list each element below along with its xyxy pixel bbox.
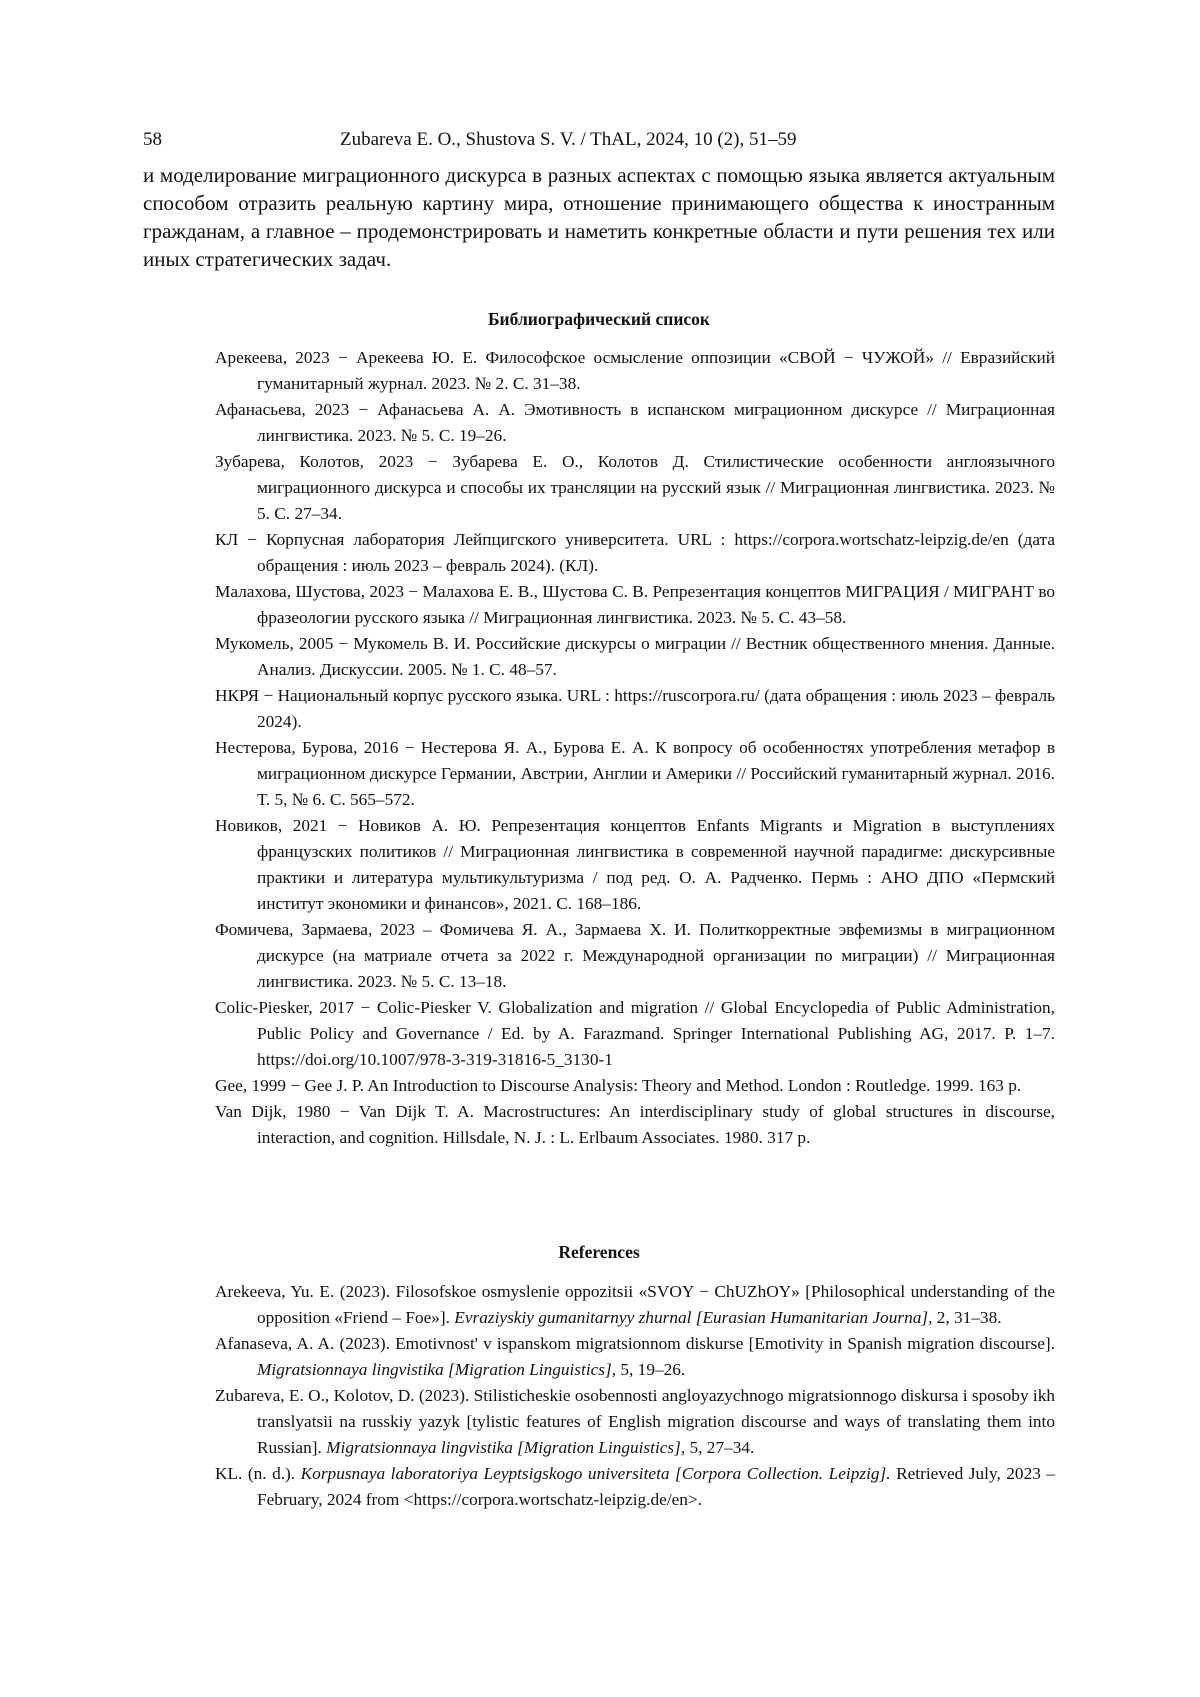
bibliography-heading: Библиографический список (487, 309, 710, 329)
reference-journal: Evraziyskiy gumanitarnyy zhurnal [Eurasian Humanitarian Journa], (454, 1308, 933, 1327)
reference-text: Arekeeva, Yu. E. (2023). Filosofskoe osmyslenie oppozitsii «SVOY − ChUZhOY» [Philosophical understanding of the opposition «Friend – Foe»]. (215, 1282, 1055, 1327)
reference-journal: Korpusnaya laboratoriya Leyptsigskogo universiteta [Corpora Collection. Leipzig]. (300, 1464, 891, 1483)
reference-details: Retrieved July, 2023 – February, 2024 from <https://corpora.wortschatz-leipzig.de/en>. (257, 1464, 1056, 1509)
references-heading: References (558, 1242, 640, 1262)
reference-journal: Migratsionnaya lingvistika [Migration Linguistics], (326, 1438, 686, 1457)
intro-paragraph: и моделирование миграционного дискурса в разных аспектах с помощью языка является актуальным способом отразить реальную картину мира, отношение принимающего общества к иностранным гражданам, а главное – продемонстрировать и наметить конкретные области и пути решения тех или иных стратегических задач. (143, 163, 1055, 271)
reference-details: 5, 19–26. (616, 1360, 686, 1379)
bibliography-entry: Мукомель, 2005 − Мукомель В. И. Российские дискурсы о миграции // Вестник общественного мнения. Данные. Анализ. Дискуссии. 2005. № 1. С. 48–57. (215, 634, 1055, 679)
reference-text: Zubareva, E. O., Kolotov, D. (2023). Stilisticheskie osobennosti angloyazychnogo migratsionnogo diskursa i sposoby ikh translyatsii na russkiy yazyk [tylistic features of English migration discourse and ways of translating them into Russian]. (215, 1386, 1055, 1457)
page-number: 58 (143, 129, 162, 150)
reference-journal: Migratsionnaya lingvistika [Migration Linguistics], (257, 1360, 617, 1379)
reference-text: Afanaseva, A. A. (2023). Emotivnost' v ispanskom migratsionnom diskurse [Emotivity in Spanish migration discourse]. (215, 1334, 1055, 1353)
page-header (143, 126, 1055, 154)
references-list (215, 1279, 1055, 1513)
bibliography-entry: Зубарева, Колотов, 2023 − Зубарева Е. О., Колотов Д. Стилистические особенности англоязычного миграционного дискурса и способы их трансляции на русский язык // Миграционная лингвистика. 2023. № 5. С. 27–34. (215, 452, 1055, 523)
reference-details: 2, 31–38. (932, 1308, 1002, 1327)
bibliography-entry: Нестерова, Бурова, 2016 − Нестерова Я. А., Бурова Е. А. К вопросу об особенностях употребления метафор в миграционном дискурсе Германии, Австрии, Англии и Америки // Российский гуманитарный журнал. 2016. Т. 5, № 6. С. 565–572. (215, 738, 1055, 809)
reference-details: 5, 27–34. (685, 1438, 755, 1457)
bibliography-entry: Малахова, Шустова, 2023 − Малахова Е. В., Шустова С. В. Репрезентация концептов МИГРАЦИЯ / МИГРАНТ во фразеологии русского языка // Миграционная лингвистика. 2023. № 5. С. 43–58. (215, 582, 1055, 627)
bibliography-entry: Gee, 1999 − Gee J. P. An Introduction to Discourse Analysis: Theory and Method. London : Routledge. 1999. 163 p. (215, 1076, 1022, 1095)
bibliography-entry: Фомичева, Зармаева, 2023 – Фомичева Я. А., Зармаева Х. И. Политкорректные эвфемизмы в миграционном дискурсе (на матриале отчета за 2022 г. Международной организации по миграции) // Миграционная лингвистика. 2023. № 5. С. 13–18. (215, 920, 1055, 991)
reference-entry (215, 1383, 1055, 1461)
running-head: Zubareva E. O., Shustova S. V. / ThAL, 2024, 10 (2), 51–59 (340, 129, 797, 150)
bibliography-entry: Арекеева, 2023 − Арекеева Ю. Е. Философское осмысление оппозиции «СВОЙ − ЧУЖОЙ» // Евразийский гуманитарный журнал. 2023. № 2. С. 31–38. (215, 348, 1055, 393)
reference-entry (215, 1279, 1055, 1331)
bibliography-entry: НКРЯ − Национальный корпус русского языка. URL : https://ruscorpora.ru/ (дата обращения : июль 2023 – февраль 2024). (215, 686, 1055, 731)
reference-text: KL. (n. d.). (215, 1464, 301, 1483)
reference-entry (215, 1461, 1055, 1513)
reference-entry (215, 1331, 1055, 1383)
bibliography-entry: Новиков, 2021 − Новиков А. Ю. Репрезентация концептов Enfants Migrants и Migration в выступлениях французских политиков // Миграционная лингвистика в современной научной парадигме: дискурсивные практики и литература мультикультуризма / под ред. О. А. Радченко. Пермь : АНО ДПО «Пермский институт экономики и финансов», 2021. С. 168–186. (215, 816, 1055, 913)
bibliography-entry: Colic-Piesker, 2017 − Colic-Piesker V. Globalization and migration // Global Encyclopedia of Public Administration, Public Policy and Governance / Ed. by A. Farazmand. Springer International Publishing AG, 2017. P. 1–7. https://doi.org/10.1007/978-3-319-31816-5_3130-1 (215, 998, 1055, 1069)
bibliography-entry: КЛ − Корпусная лаборатория Лейпцигского университета. URL : https://corpora.wortschatz-leipzig.de/en (дата обращения : июль 2023 – февраль 2024). (КЛ). (215, 530, 1055, 575)
bibliography-list (215, 345, 1055, 1151)
bibliography-entry: Van Dijk, 1980 − Van Dijk T. A. Macrostructures: An interdisciplinary study of global structures in discourse, interaction, and cognition. Hillsdale, N. J. : L. Erlbaum Associates. 1980. 317 p. (215, 1102, 1055, 1147)
bibliography-entry: Афанасьева, 2023 − Афанасьева А. А. Эмотивность в испанском миграционном дискурсе // Миграционная лингвистика. 2023. № 5. С. 19–26. (215, 400, 1055, 445)
